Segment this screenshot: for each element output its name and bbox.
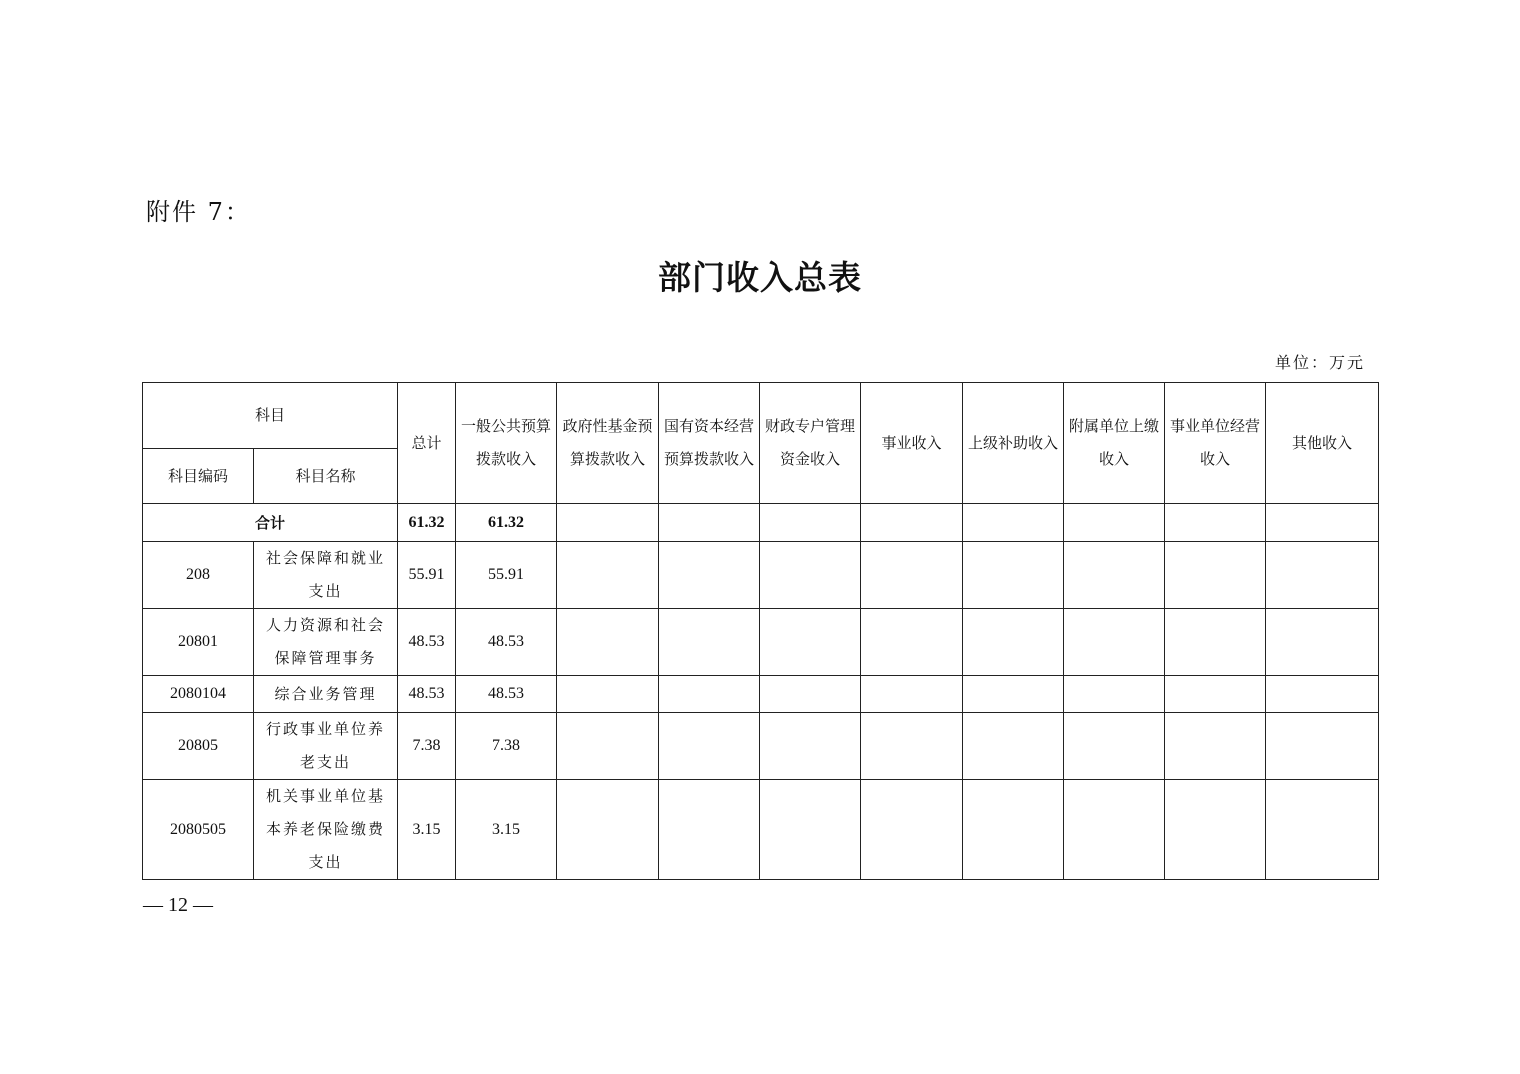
table-row (143, 609, 1379, 676)
empty-cell (963, 609, 1064, 676)
empty-cell (963, 713, 1064, 780)
row-total: 48.53 (398, 676, 456, 713)
header-fiscal-special-account: 财政专户管理资金收入 (760, 383, 861, 504)
empty-cell (1266, 713, 1379, 780)
empty-cell (557, 780, 659, 880)
empty-cell (1064, 542, 1165, 609)
empty-cell (659, 542, 760, 609)
empty-cell (659, 504, 760, 542)
empty-cell (1064, 713, 1165, 780)
empty-cell (760, 676, 861, 713)
attachment-label: 附件 7： (146, 198, 251, 226)
table-row (143, 676, 1379, 713)
empty-cell (861, 713, 963, 780)
page-number: — 12 — (143, 894, 213, 916)
empty-cell (1064, 676, 1165, 713)
empty-cell (963, 504, 1064, 542)
header-other-income: 其他收入 (1266, 383, 1379, 504)
empty-cell (1165, 504, 1266, 542)
header-general-public-budget: 一般公共预算拨款收入 (456, 383, 557, 504)
empty-cell (557, 713, 659, 780)
row-total: 55.91 (398, 542, 456, 609)
header-government-fund-budget: 政府性基金预算拨款收入 (557, 383, 659, 504)
empty-cell (760, 504, 861, 542)
empty-cell (861, 676, 963, 713)
row-total: 7.38 (398, 713, 456, 780)
empty-cell (557, 676, 659, 713)
empty-cell (963, 676, 1064, 713)
row-code: 208 (143, 542, 254, 609)
row-name: 综合业务管理 (254, 676, 398, 713)
row-code: 20801 (143, 609, 254, 676)
table-row (143, 542, 1379, 609)
header-subject: 科目 (143, 383, 398, 449)
empty-cell (760, 609, 861, 676)
row-name: 社会保障和就业支出 (254, 542, 398, 609)
empty-cell (1064, 609, 1165, 676)
row-name: 人力资源和社会保障管理事务 (254, 609, 398, 676)
table-row (143, 713, 1379, 780)
header-subject-name: 科目名称 (254, 449, 398, 504)
empty-cell (861, 504, 963, 542)
empty-cell (659, 609, 760, 676)
empty-cell (760, 780, 861, 880)
empty-cell (557, 504, 659, 542)
row-total: 48.53 (398, 609, 456, 676)
empty-cell (1064, 504, 1165, 542)
table-row (143, 780, 1379, 880)
empty-cell (1266, 542, 1379, 609)
empty-cell (1266, 609, 1379, 676)
empty-cell (1266, 504, 1379, 542)
empty-cell (1165, 542, 1266, 609)
row-code: 2080505 (143, 780, 254, 880)
empty-cell (861, 609, 963, 676)
empty-cell (861, 780, 963, 880)
header-superior-subsidy: 上级补助收入 (963, 383, 1064, 504)
empty-cell (760, 713, 861, 780)
empty-cell (963, 542, 1064, 609)
header-subsidiary-remittance: 附属单位上缴收入 (1064, 383, 1165, 504)
row-general-public-budget: 48.53 (456, 609, 557, 676)
header-business-income: 事业收入 (861, 383, 963, 504)
total-row-general-public-budget: 61.32 (456, 504, 557, 542)
empty-cell (760, 542, 861, 609)
row-code: 20805 (143, 713, 254, 780)
header-business-operation: 事业单位经营收入 (1165, 383, 1266, 504)
unit-label: 单位：万元 (1274, 353, 1365, 372)
empty-cell (1165, 676, 1266, 713)
row-general-public-budget: 55.91 (456, 542, 557, 609)
empty-cell (557, 609, 659, 676)
row-code: 2080104 (143, 676, 254, 713)
empty-cell (659, 780, 760, 880)
empty-cell (1266, 676, 1379, 713)
total-row (143, 504, 1379, 542)
empty-cell (557, 542, 659, 609)
income-summary-table (142, 382, 1379, 880)
header-total: 总计 (398, 383, 456, 504)
empty-cell (1064, 780, 1165, 880)
empty-cell (1165, 713, 1266, 780)
empty-cell (1266, 780, 1379, 880)
row-general-public-budget: 3.15 (456, 780, 557, 880)
total-row-label: 合计 (143, 504, 398, 542)
empty-cell (659, 713, 760, 780)
empty-cell (1165, 609, 1266, 676)
row-general-public-budget: 7.38 (456, 713, 557, 780)
total-row-total: 61.32 (398, 504, 456, 542)
empty-cell (861, 542, 963, 609)
row-general-public-budget: 48.53 (456, 676, 557, 713)
row-total: 3.15 (398, 780, 456, 880)
header-subject-code: 科目编码 (143, 449, 254, 504)
empty-cell (1165, 780, 1266, 880)
header-state-capital-budget: 国有资本经营预算拨款收入 (659, 383, 760, 504)
empty-cell (963, 780, 1064, 880)
row-name: 机关事业单位基本养老保险缴费支出 (254, 780, 398, 880)
row-name: 行政事业单位养老支出 (254, 713, 398, 780)
empty-cell (659, 676, 760, 713)
page-title: 部门收入总表 (658, 258, 862, 297)
